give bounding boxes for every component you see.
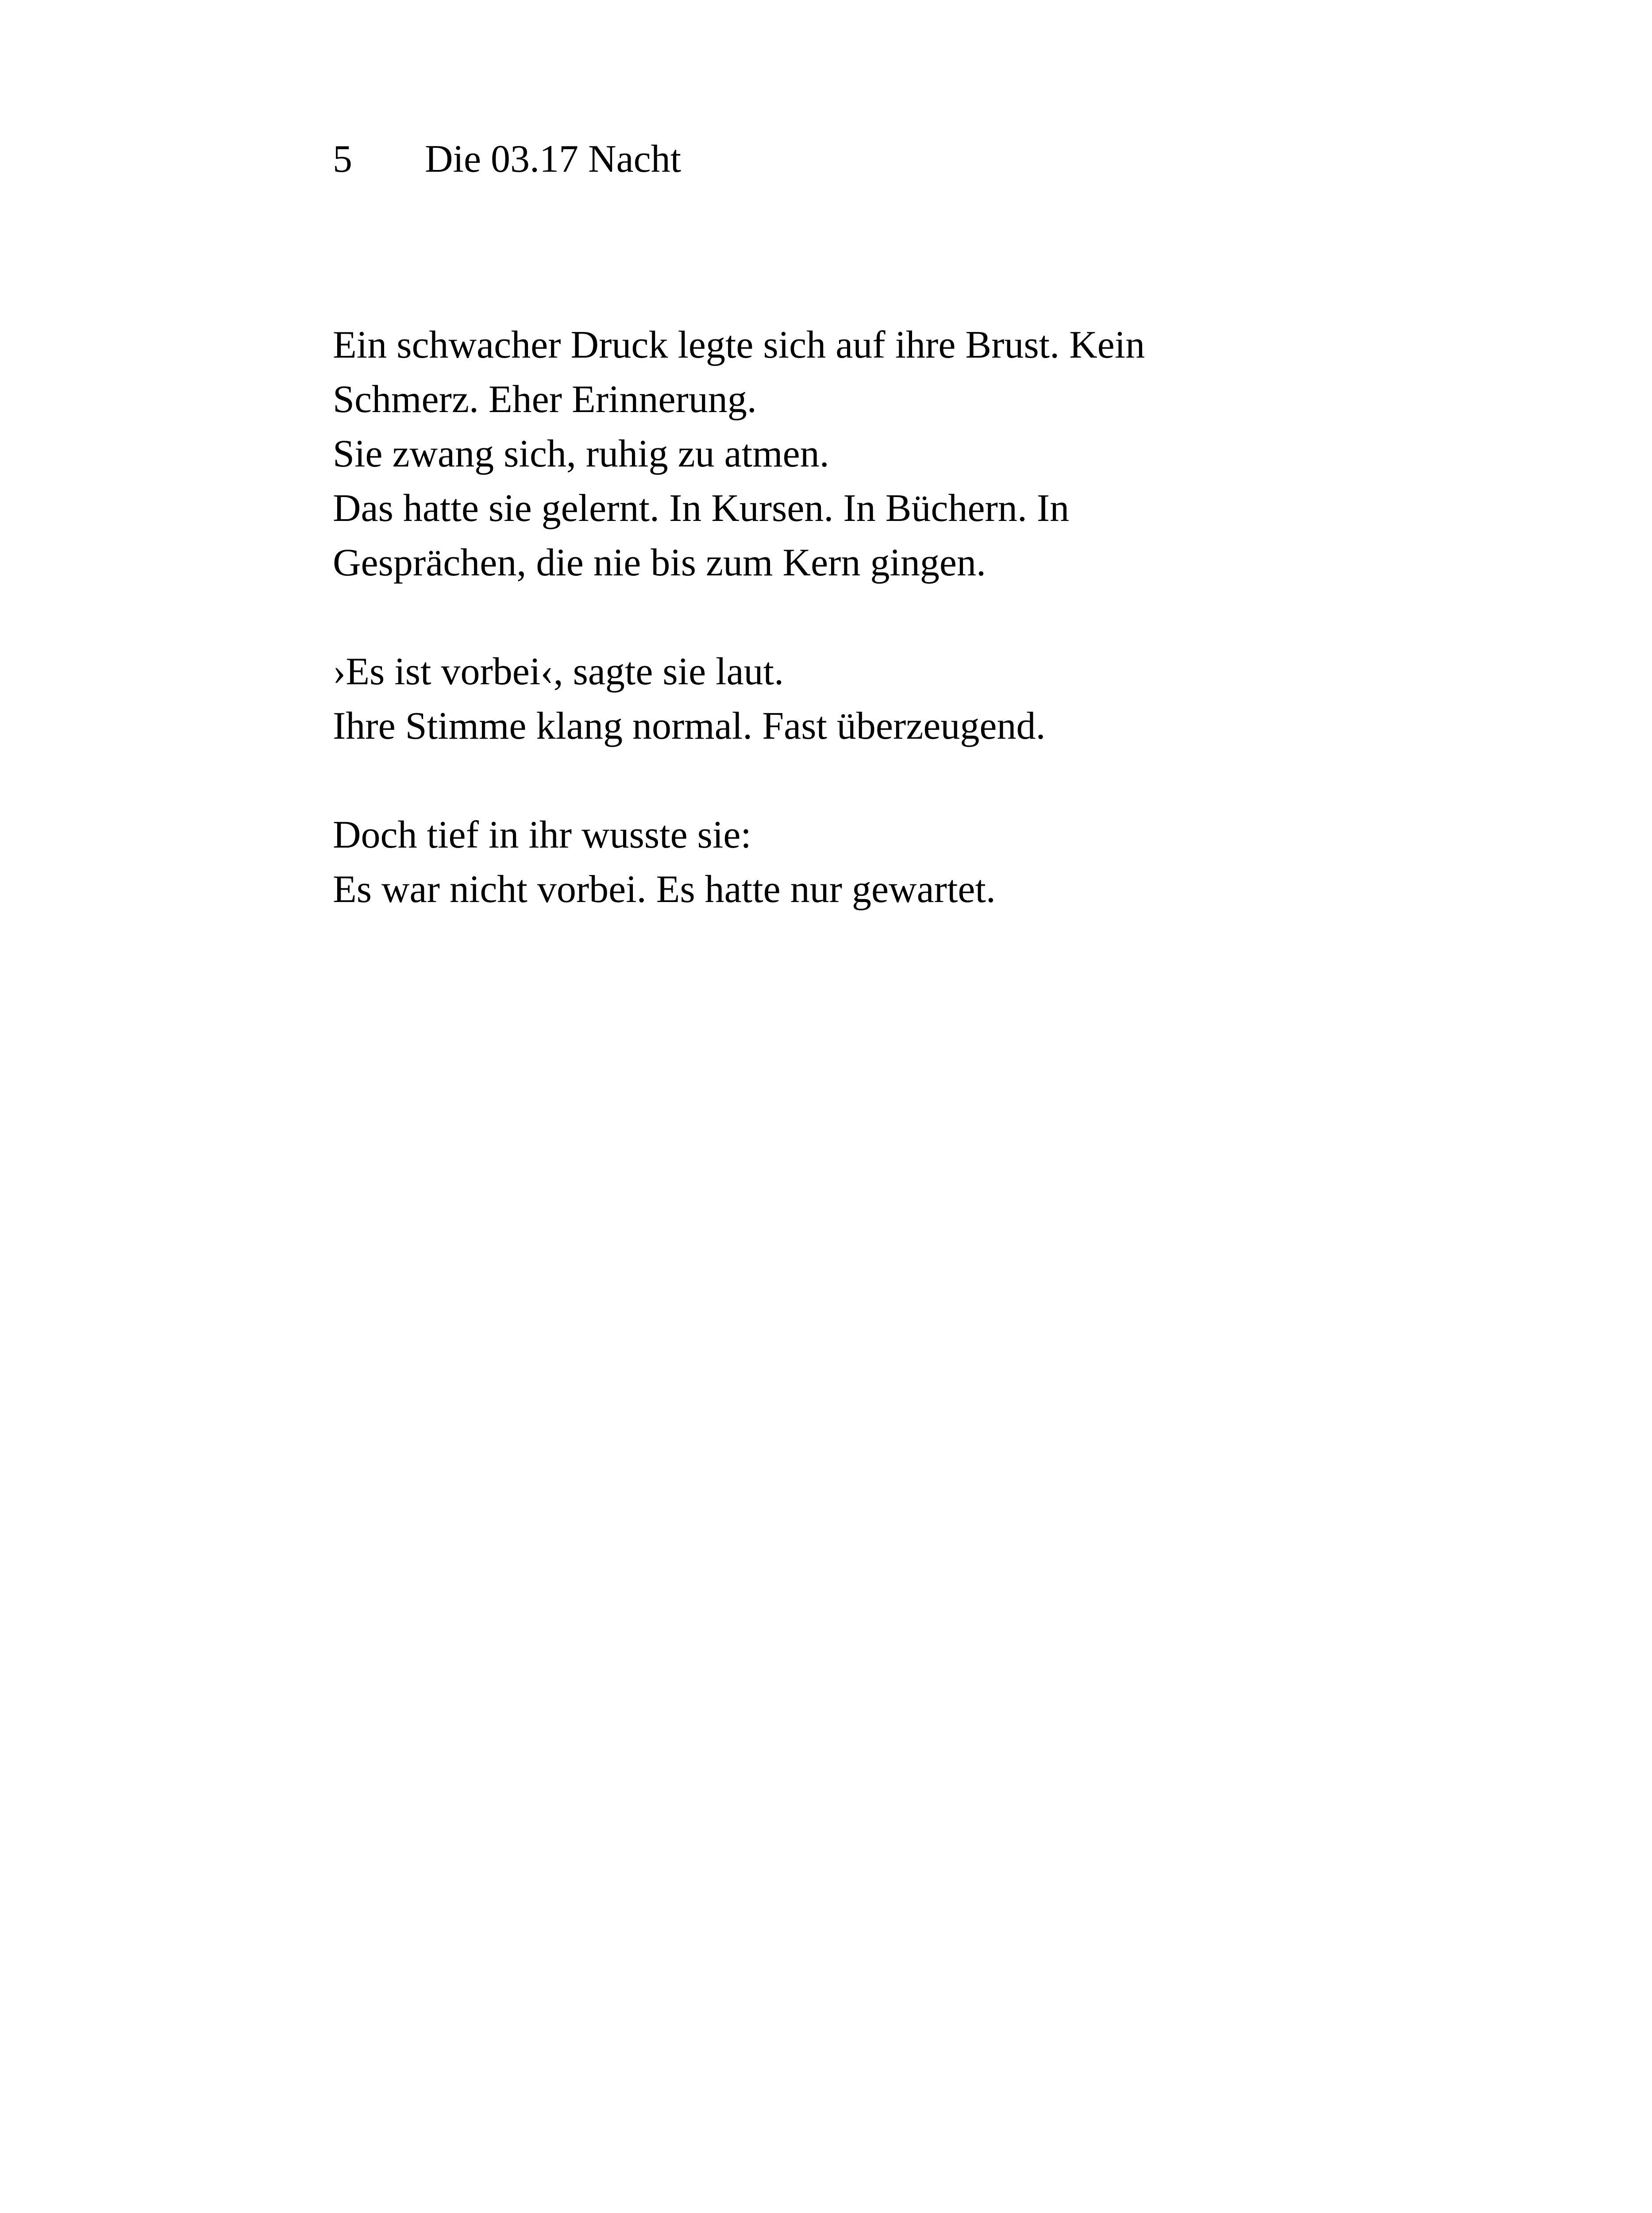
- paragraph: [333, 318, 1395, 590]
- text-line: Sie zwang sich, ruhig zu atmen.: [333, 432, 829, 475]
- paragraph-gap: [333, 753, 1395, 808]
- paragraph-gap: [333, 590, 1395, 644]
- text-line: Doch tief in ihr wusste sie:: [333, 813, 751, 856]
- chapter-number: 5: [333, 138, 352, 181]
- text-line: Schmerz. Eher Erinnerung.: [333, 378, 757, 421]
- text-line: Es war nicht vorbei. Es hatte nur gewartet.: [333, 868, 996, 911]
- text-line: Ihre Stimme klang normal. Fast überzeugend.: [333, 705, 1046, 748]
- chapter-title: Die 03.17 Nacht: [425, 138, 682, 181]
- paragraph: [333, 644, 1395, 753]
- chapter-body: [333, 318, 1395, 917]
- text-line: Gesprächen, die nie bis zum Kern gingen.: [333, 541, 986, 584]
- text-line: Ein schwacher Druck legte sich auf ihre Brust. Kein: [333, 324, 1145, 366]
- text-line: ›Es ist vorbei‹, sagte sie laut.: [333, 650, 784, 693]
- text-line: Das hatte sie gelernt. In Kursen. In Büchern. In: [333, 487, 1070, 530]
- chapter-header: [333, 128, 681, 190]
- paragraph: [333, 808, 1395, 917]
